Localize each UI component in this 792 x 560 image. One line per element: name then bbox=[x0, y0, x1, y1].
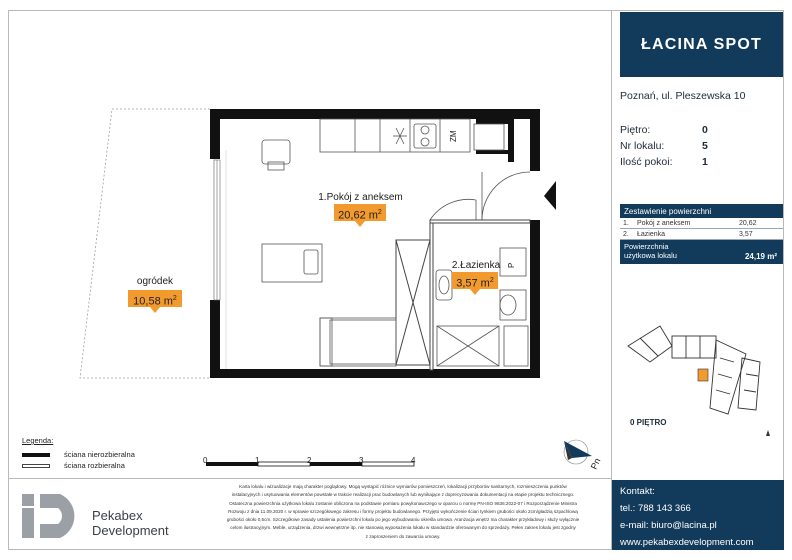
contact-website[interactable]: www.pekabexdevelopment.com bbox=[620, 537, 754, 548]
footer-divider bbox=[8, 478, 612, 479]
room2-area: 3,57 m bbox=[456, 277, 490, 290]
disclaimer bbox=[200, 483, 606, 541]
area-summary-row bbox=[620, 218, 783, 229]
unit-info-value: 1 bbox=[702, 156, 708, 168]
unit-info-label: Piętro: bbox=[620, 124, 651, 136]
key-plan-north-icon bbox=[766, 430, 770, 436]
unit-info-value: 5 bbox=[702, 140, 708, 152]
room1-area-unit: 2 bbox=[377, 209, 382, 216]
scale-tick-0: 0 bbox=[203, 456, 208, 465]
kitchen-counter bbox=[320, 119, 504, 152]
unit-info-label: Nr lokalu: bbox=[620, 140, 665, 152]
brand-logo bbox=[620, 12, 783, 77]
garden-area-tag bbox=[128, 290, 182, 307]
area-row-number: 1. bbox=[623, 219, 629, 227]
garden-name: ogródek bbox=[136, 276, 174, 287]
legend-item-partition bbox=[22, 460, 135, 471]
legend-item-bearing bbox=[22, 449, 135, 460]
furniture bbox=[262, 140, 396, 366]
unit-info-value: 0 bbox=[702, 124, 708, 136]
window bbox=[214, 160, 220, 300]
bathroom-door bbox=[430, 199, 476, 220]
unit-info-floor bbox=[620, 122, 780, 138]
area-row-value: 3,57 bbox=[739, 230, 753, 238]
entrance-door bbox=[482, 172, 556, 220]
area-summary-total bbox=[620, 240, 783, 264]
brand-logo-text: ŁACINA SPOT bbox=[640, 35, 763, 53]
garden-area: 10,58 m bbox=[133, 295, 173, 308]
bearing-walls bbox=[210, 109, 540, 378]
room1-name: 1.Pokój z aneksem bbox=[318, 192, 403, 203]
developer-name-line1: Pekabex bbox=[92, 508, 143, 523]
disclaimer-line: celom ilustracyjnym. Meble, urządzenia, drzwi wewnętrzne itp. nie stanowią wyposażenia lokalu w standardzie oferowanym do sprzedaży. Pełen zakres lokalu jest zgodny bbox=[230, 525, 576, 531]
room2-name: 2.Łazienka bbox=[451, 260, 501, 271]
disclaimer-line: Rozwoju z dnia 11.09.2020 r. w sprawie szczegółowego zakresu i formy projektu budowlanego. Przyjęto wykończenie ścian tynkiem grubości około 2cm/gładzią szpachlową bbox=[228, 508, 578, 514]
room1-area: 20,62 m bbox=[338, 209, 378, 222]
contact-title: Kontakt: bbox=[620, 486, 655, 497]
legend-swatch-bearing bbox=[22, 453, 50, 457]
key-plan-floor-label: 0 PIĘTRO bbox=[630, 418, 667, 427]
legend-item-partition-label: ściana rozbieralna bbox=[64, 461, 125, 470]
unit-info-number bbox=[620, 138, 780, 154]
bath-label: P bbox=[507, 262, 516, 268]
area-row-name: Łazienka bbox=[637, 230, 666, 238]
contact-email[interactable]: e-mail: biuro@lacina.pl bbox=[620, 520, 717, 531]
contact-box bbox=[612, 480, 784, 550]
unit-info-rooms bbox=[620, 154, 780, 170]
compass-label: Pn bbox=[588, 456, 603, 471]
scale-tick-1: 1 bbox=[255, 456, 260, 465]
legend-item-bearing-label: ściana nierozbieralna bbox=[64, 450, 135, 459]
area-row-name: Pokój z aneksem bbox=[637, 219, 691, 227]
unit-info bbox=[620, 122, 780, 170]
unit-info-label: Ilość pokoi: bbox=[620, 156, 673, 168]
disclaimer-line: grubości około 0,5cm. Szczegółowe zasady ustalenia powierzchni lokalu po jego wybudowaniu określa umowa. Aranżacja wnętrz ma charakter przykładowy i służy wyłącznie bbox=[226, 517, 580, 523]
disclaimer-line: Ostateczna powierzchnia użytkowa lokalu zostanie obliczona na podstawie pomiaru powykonawczego w oparciu o normę PN-ISO 9836:2022-07 i Rozporządzenie Ministra bbox=[229, 500, 577, 506]
area-total-label-1: Powierzchnia bbox=[624, 242, 669, 251]
scale-tick-4: 4 bbox=[411, 456, 416, 465]
garden-area-unit: 2 bbox=[172, 295, 177, 302]
room2-area-unit: 2 bbox=[489, 277, 494, 284]
legend-swatch-partition bbox=[22, 464, 50, 468]
room2-area-tag bbox=[452, 272, 498, 289]
scale-tick-3: 3 bbox=[359, 456, 364, 465]
disclaimer-line: z zaproszeniem do zawarcia umowy. bbox=[365, 533, 441, 539]
disclaimer-line: instalacyjnych i usytuowania elementów powstałe w trakcie realizacji prac budowlanych lub wynikające z doprecyzowania dokumentacji na etapie projektu technicznego. bbox=[231, 492, 575, 498]
garden-outline bbox=[80, 109, 226, 378]
area-total-value: 24,19 m² bbox=[744, 252, 777, 261]
area-row-value: 20,62 bbox=[739, 219, 757, 227]
key-plan-unit-highlight bbox=[698, 369, 708, 381]
area-summary-row bbox=[620, 229, 783, 240]
developer-name bbox=[92, 508, 169, 538]
room1-area-tag bbox=[334, 204, 386, 221]
area-total-label-2: użytkowa lokalu bbox=[624, 251, 677, 260]
legend bbox=[22, 436, 135, 471]
area-row-number: 2. bbox=[623, 230, 629, 238]
area-summary bbox=[620, 204, 783, 264]
contact-phone[interactable]: tel.: 788 143 366 bbox=[620, 503, 691, 514]
scale-tick-2: 2 bbox=[307, 456, 312, 465]
fridge-label: ZM bbox=[449, 130, 458, 142]
address: Poznań, ul. Pleszewska 10 bbox=[620, 90, 746, 102]
developer-name-line2: Development bbox=[92, 523, 169, 538]
legend-title: Legenda: bbox=[22, 436, 54, 445]
disclaimer-line: Karta lokalu i wizualizacje mają charakter poglądowy. Mogą wystąpić różnice wymiarów pomieszczeń, lokalizacji przyborów sanitarnych, rozmieszczenia punktów bbox=[239, 484, 567, 489]
area-summary-header: Zestawienie powierzchni bbox=[620, 204, 783, 218]
north-arrow bbox=[564, 440, 592, 464]
